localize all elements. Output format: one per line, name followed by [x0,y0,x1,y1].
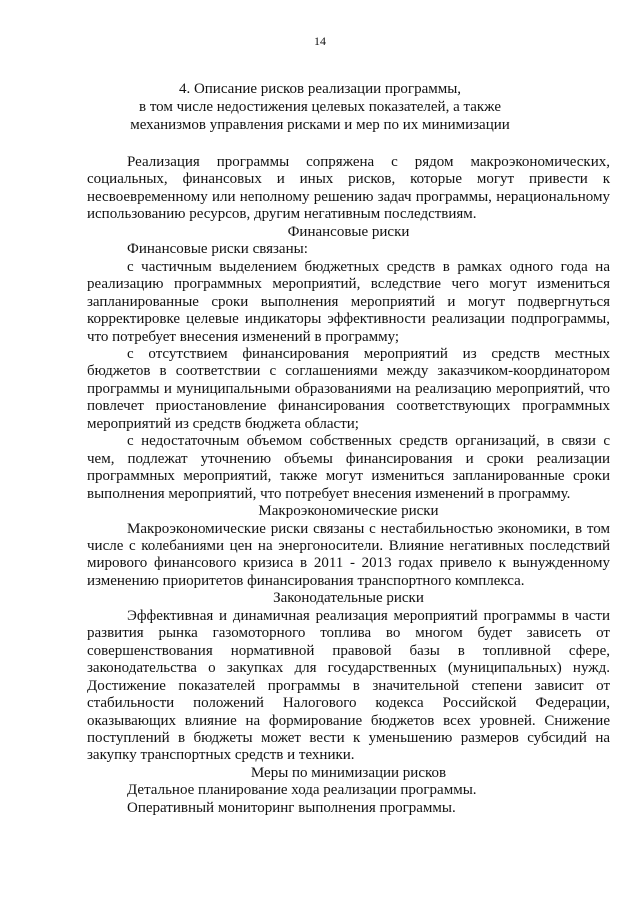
subheading-measures: Меры по минимизации рисков [250,764,447,781]
heading-line: механизмов управления рисками и мер по их минимизации [130,117,510,133]
document-body [87,154,610,817]
heading-line: 4. Описание рисков реализации программы, [178,81,462,97]
subheading-legislative: Законодательные риски [273,590,424,607]
subheading-financial: Финансовые риски [287,223,410,240]
subheading-macroeconomic: Макроэкономические риски [258,503,439,520]
page-number: 14 [314,34,326,48]
heading-line: в том числе недостижения целевых показателей, а также [138,99,501,115]
financial-risk-item: с недостаточным объемом собственных средств организаций, в связи с чем, подлежат уточнению объемы финансирования и сроки реализации программных мероприятий, также могут измениться запланированные сроки выполнения мероприятий, что потребует внесения изменений в программу. [87,433,610,502]
macroeconomic-paragraph: Макроэкономические риски связаны с нестабильностью экономики, в том числе с колебаниями цен на энергоносители. Влияние негативных последствий мирового финансового кризиса в 2011 - 2013 годах привело к вынужденному изменению приоритетов финансирования транспортного комплекса. [87,520,610,589]
financial-risk-item: с отсутствием финансирования мероприятий из средств местных бюджетов в соответствии с соглашениями между заказчиком-координатором программы и муниципальными образованиями на реализацию мероприятий, что повлечет приостановление финансирования соответствующих программных мероприятий из средств бюджета области; [87,345,610,432]
intro-paragraph: Реализация программы сопряжена с рядом макроэкономических, социальных, финансовых и иных рисков, которые могут привести к несвоевременному или неполному решению задач программы, нерациональному использованию ресурсов, другим негативным последствиям. [87,154,610,223]
measure-item: Детальное планирование хода реализации программы. [127,782,477,799]
measure-item: Оперативный мониторинг выполнения программы. [127,799,456,816]
section-heading [40,80,600,134]
financial-intro: Финансовые риски связаны: [127,241,308,258]
legislative-paragraph: Эффективная и динамичная реализация мероприятий программы в части развития рынка газомоторного топлива во многом будет зависеть от совершенствования нормативной правовой базы в топливной сфере, законодательства о закупках для государственных (муниципальных) нужд. Достижение показателей программы в значительной степени зависит от стабильности положений Налогового кодекса Российской Федерации, оказывающих влияние на формирование бюджетов всех уровней. Снижение поступлений в бюджеты может вести к уменьшению размеров субсидий на закупку транспортных средств и техники. [87,607,610,764]
financial-risk-item: с частичным выделением бюджетных средств в рамках одного года на реализацию программных мероприятий, вследствие чего могут измениться запланированные сроки выполнения мероприятий и могут подвергнуться корректировке целевые индикаторы эффективности реализации подпрограммы, что потребует внесения изменений в программу; [87,258,610,345]
